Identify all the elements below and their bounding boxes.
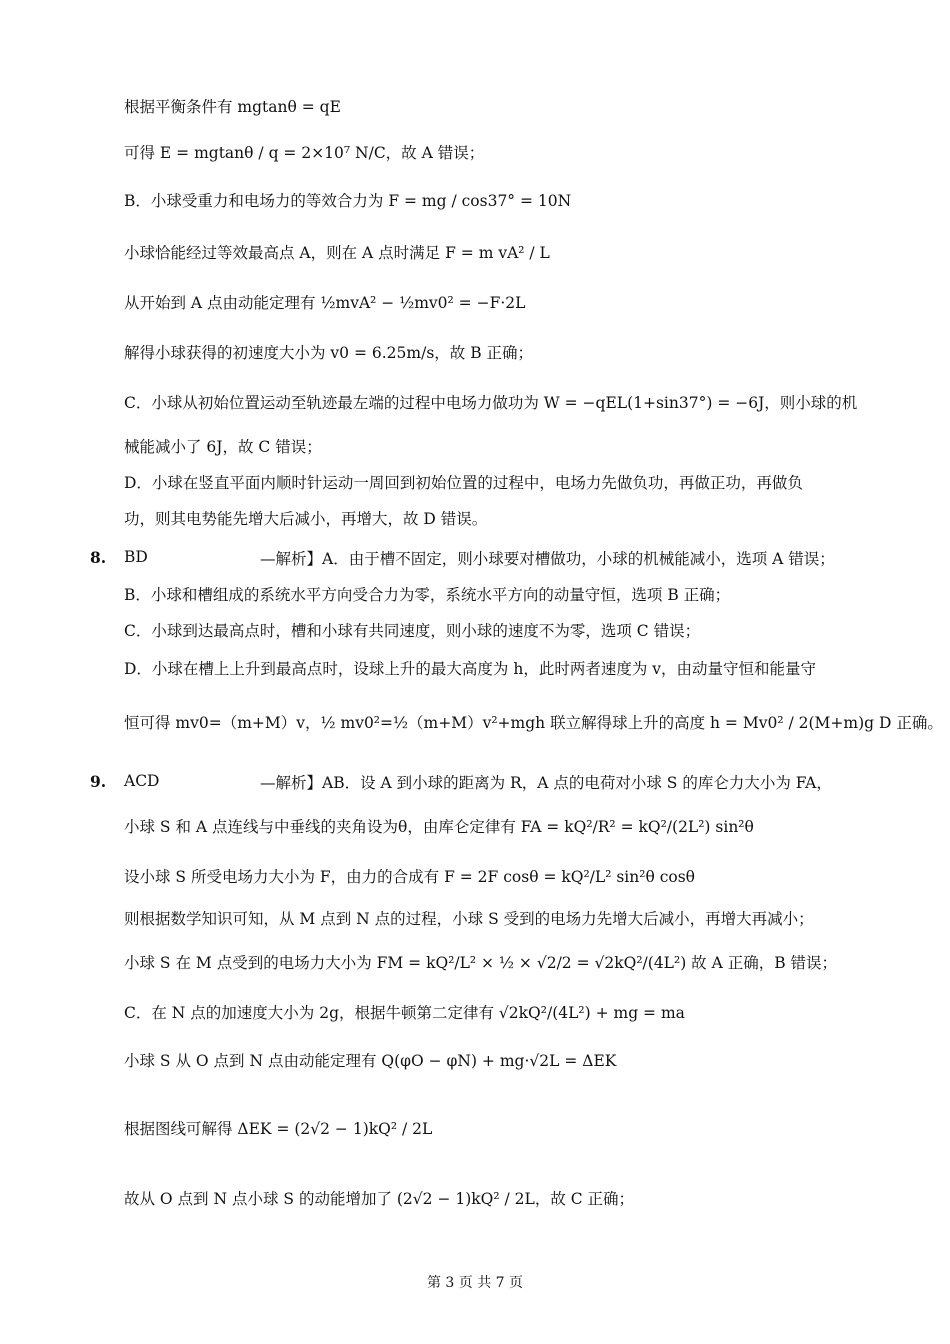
text-line: D．小球在槽上上升到最高点时，设球上升的最大高度为 h，此时两者速度为 v，由动量守恒和能量守	[124, 660, 817, 678]
text-line: B．小球和槽组成的系统水平方向受合力为零，系统水平方向的动量守恒，选项 B 正确；	[124, 586, 731, 604]
text-line: 根据平衡条件有 mgtanθ = qE	[124, 98, 341, 116]
text-line: B．小球受重力和电场力的等效合力为 F = mg / cos37° = 10N	[124, 192, 572, 210]
text-line: 根据图线可解得 ΔEK = (2√2 − 1)kQ² / 2L	[124, 1120, 433, 1138]
text-line: 小球 S 在 M 点受到的电场力大小为 FM = kQ²/L² × ½ × √2/2 = √2kQ²/(4L²) 故 A 正确，B 错误；	[124, 954, 838, 972]
text-line: 恒可得 mv0=（m+M）v，½ mv0²=½（m+M）v²+mgh 联立解得球上升的高度 h = Mv0² / 2(M+m)g D 正确。	[124, 714, 943, 732]
text-line: D．小球在竖直平面内顺时针运动一周回到初始位置的过程中，电场力先做负功，再做正功，再做负	[124, 474, 803, 492]
text-line: C．小球到达最高点时，槽和小球有共同速度，则小球的速度不为零，选项 C 错误；	[124, 622, 701, 640]
text-line: 解得小球获得的初速度大小为 v0 = 6.25m/s，故 B 正确；	[124, 344, 534, 362]
text-line: 可得 E = mgtanθ / q = 2×10⁷ N/C，故 A 错误；	[124, 144, 485, 162]
text-line: 小球 S 和 A 点连线与中垂线的夹角设为θ，由库仑定律有 FA = kQ²/R² = kQ²/(2L²) sin²θ	[124, 818, 754, 836]
text-line: 小球 S 从 O 点到 N 点由动能定理有 Q(φO − φN) + mg·√2L = ΔEK	[124, 1052, 617, 1070]
answer-key: ACD	[124, 772, 160, 790]
question-number: 8.	[90, 548, 107, 567]
text-line: —解析】AB．设 A 到小球的距离为 R，A 点的电荷对小球 S 的库仑力大小为 FA，	[260, 774, 832, 792]
text-line: 小球恰能经过等效最高点 A，则在 A 点时满足 F = m vA² / L	[124, 244, 550, 262]
text-line: 从开始到 A 点由动能定理有 ½mvA² − ½mv0² = −F·2L	[124, 294, 526, 312]
text-line: C．小球从初始位置运动至轨迹最左端的过程中电场力做功为 W = −qEL(1+sin37°) = −6J，则小球的机	[124, 394, 858, 412]
text-line: C．在 N 点的加速度大小为 2g，根据牛顿第二定律有 √2kQ²/(4L²) + mg = ma	[124, 1004, 685, 1022]
question-number: 9.	[90, 772, 107, 791]
text-line: 械能减小了 6J，故 C 错误；	[124, 438, 322, 456]
answer-key: BD	[124, 548, 148, 566]
text-line: 功，则其电势能先增大后减小，再增大，故 D 错误。	[124, 510, 488, 528]
text-line: 故从 O 点到 N 点小球 S 的动能增加了 (2√2 − 1)kQ² / 2L，故 C 正确；	[124, 1190, 635, 1208]
text-line: 设小球 S 所受电场力大小为 F，由力的合成有 F = 2F cosθ = kQ²/L² sin²θ cosθ	[124, 868, 695, 886]
page-footer: 第 3 页 共 7 页	[426, 1275, 524, 1291]
text-line: —解析】A．由于槽不固定，则小球要对槽做功，小球的机械能减小，选项 A 错误；	[260, 550, 835, 568]
text-line: 则根据数学知识可知，从 M 点到 N 点的过程，小球 S 受到的电场力先增大后减小，再增大再减小；	[124, 910, 814, 928]
